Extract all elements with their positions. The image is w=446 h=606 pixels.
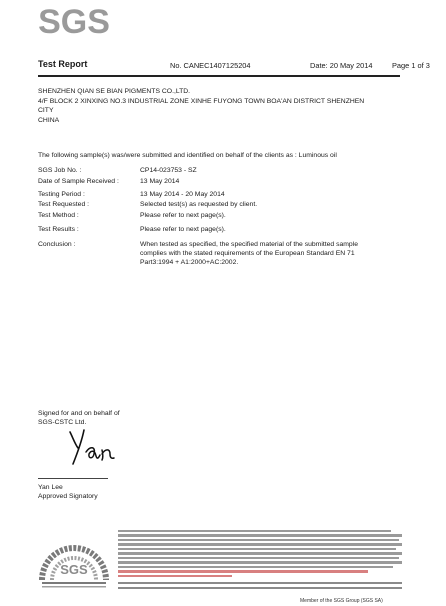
signed-for-line1: Signed for and on behalf of — [38, 410, 120, 417]
field-label: Test Requested : — [38, 201, 90, 208]
field-value: Selected test(s) as requested by client. — [140, 201, 258, 208]
page-number: Page 1 of 3 — [392, 61, 430, 70]
field-value: Please refer to next page(s). — [140, 226, 226, 233]
field-label: SGS Job No. : — [38, 167, 82, 174]
field-value: 13 May 2014 — [140, 178, 180, 185]
svg-text:SGS: SGS — [60, 562, 88, 577]
svg-text:SGS: SGS — [38, 3, 110, 40]
report-date: Date: 20 May 2014 — [310, 61, 373, 70]
field-value: CP14-023753 - SZ — [140, 167, 197, 174]
header-divider — [38, 75, 400, 77]
client-address-line2: CITY — [38, 107, 54, 114]
sgs-testing-service-stamp — [38, 536, 110, 588]
signed-for-line2: SGS-CSTC Ltd. — [38, 419, 87, 426]
client-address-line1: 4/F BLOCK 2 XINXING NO.3 INDUSTRIAL ZONE XINHE FUYONG TOWN BOA'AN DISTRICT SHENZHEN — [38, 97, 365, 105]
terms-fine-print — [118, 530, 402, 582]
signed-for-block — [38, 409, 120, 427]
field-value: 13 May 2014 - 20 May 2014 — [140, 191, 225, 198]
sgs-group-member-note: Member of the SGS Group (SGS SA) — [300, 598, 383, 604]
client-name: SHENZHEN QIAN SE BIAN PIGMENTS CO.,LTD. — [38, 88, 191, 95]
signature-line — [38, 478, 108, 479]
sgs-logo — [38, 0, 110, 40]
field-label: Test Results : — [38, 226, 79, 233]
field-value: Please refer to next page(s). — [140, 212, 226, 219]
client-block — [38, 87, 364, 125]
signer-name: Yan Lee — [38, 484, 63, 491]
field-label: Date of Sample Received : — [38, 178, 119, 185]
report-title: Test Report — [38, 59, 88, 69]
handwritten-signature — [64, 428, 134, 466]
lab-address-strip — [118, 582, 402, 594]
client-country: CHINA — [38, 116, 60, 124]
field-label: Conclusion : — [38, 241, 76, 248]
signer-block — [38, 483, 98, 501]
sample-intro: The following sample(s) was/were submitted and identified on behalf of the clients as : Luminous oil — [38, 152, 337, 159]
signer-title: Approved Signatory — [38, 493, 98, 500]
field-label: Testing Period : — [38, 191, 85, 198]
field-label: Test Method : — [38, 212, 79, 219]
report-number: No. CANEC1407125204 — [170, 61, 251, 70]
report-header — [38, 59, 430, 72]
conclusion-text: When tested as specified, the specified material of the submitted sample complies with the stated requirements of the European Standard EN 71 Part3:1994 + A1:2000+AC:2002. — [140, 241, 358, 266]
